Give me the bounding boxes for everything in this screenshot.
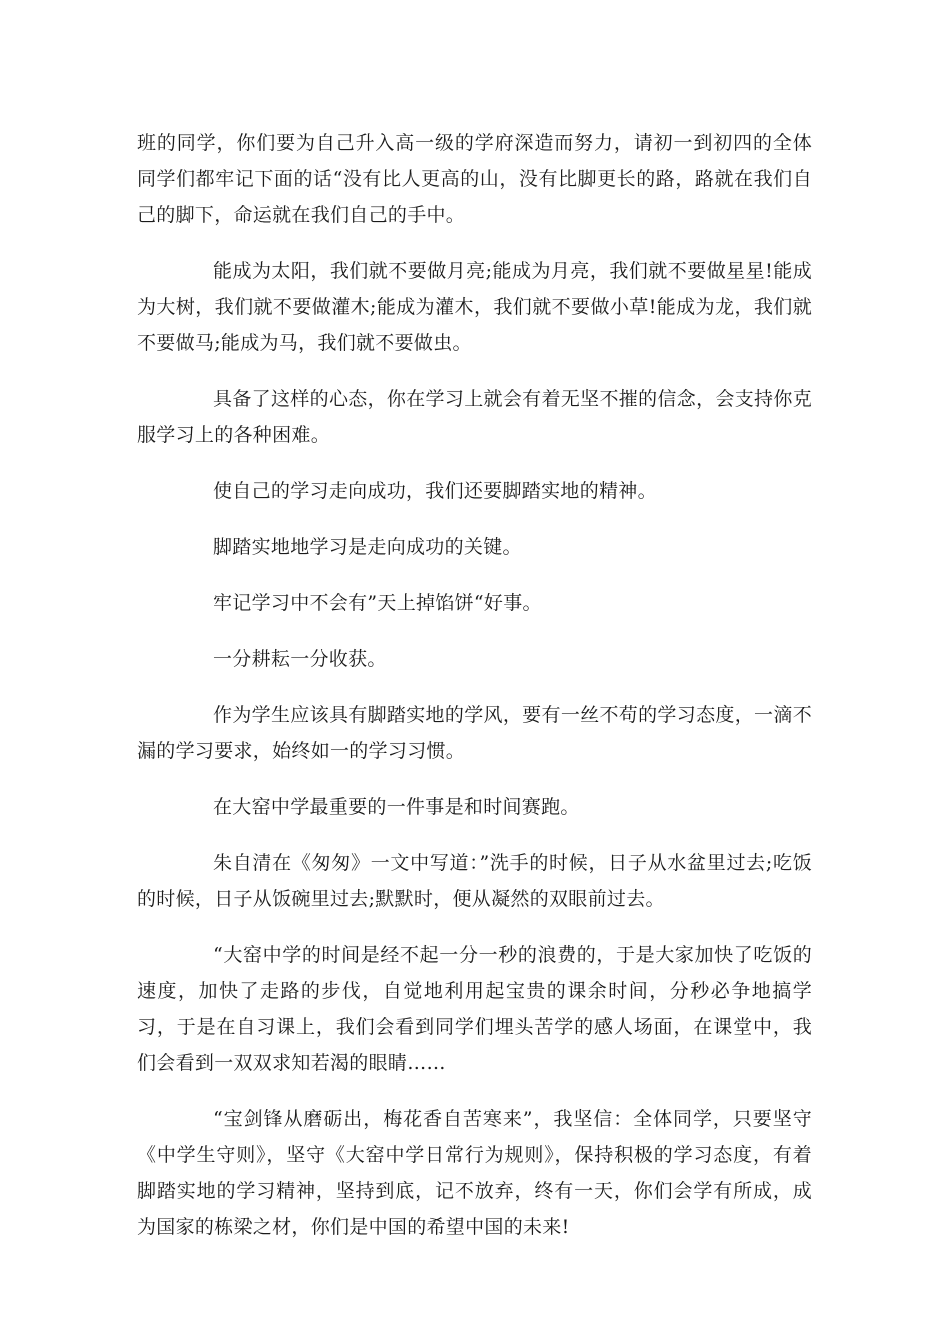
paragraph: 班的同学，你们要为自己升入高一级的学府深造而努力，请初一到初四的全体同学们都牢记下面的话“没有比人更高的山，没有比脚更长的路，路就在我们自己的脚下，命运就在我们自己的手中。 <box>137 132 812 226</box>
paragraph: 具备了这样的心态，你在学习上就会有着无坚不摧的信念，会支持你克服学习上的各种困难。 <box>137 388 812 446</box>
paragraph: 脚踏实地地学习是走向成功的关键。 <box>213 536 522 558</box>
document-body <box>137 125 812 1265</box>
paragraph: 一分耕耘一分收获。 <box>213 648 387 670</box>
paragraph: “宝剑锋从磨砺出，梅花香自苦寒来”，我坚信：全体同学，只要坚守《中学生守则》，坚守《大窑中学日常行为规则》，保持积极的学习态度，有着脚踏实地的学习精神，坚持到底，记不放弃，终有一天，你们会学有所成，成为国家的栋梁之材，你们是中国的希望中国的未来! <box>137 1108 812 1238</box>
paragraph: 在大窑中学最重要的一件事是和时间赛跑。 <box>213 796 580 818</box>
paragraph: 能成为太阳，我们就不要做月亮;能成为月亮，我们就不要做星星!能成为大树，我们就不要做灌木;能成为灌木，我们就不要做小草!能成为龙，我们就不要做马;能成为马，我们就不要做虫。 <box>137 260 812 354</box>
paragraph: 使自己的学习走向成功，我们还要脚踏实地的精神。 <box>213 480 657 502</box>
paragraph: 作为学生应该具有脚踏实地的学风，要有一丝不苟的学习态度，一滴不漏的学习要求，始终如一的学习习惯。 <box>137 704 812 762</box>
paragraph: 朱自清在《匆匆》一文中写道：”洗手的时候，日子从水盆里过去;吃饭的时候，日子从饭碗里过去;默默时，便从凝然的双眼前过去。 <box>137 852 812 910</box>
paragraph: “大窑中学的时间是经不起一分一秒的浪费的，于是大家加快了吃饭的速度，加快了走路的步伐，自觉地利用起宝贵的课余时间，分秒必争地搞学习，于是在自习课上，我们会看到同学们埋头苦学的感人场面，在课堂中，我们会看到一双双求知若渴的眼睛…… <box>137 944 812 1074</box>
paragraph: 牢记学习中不会有”天上掉馅饼“好事。 <box>213 592 542 614</box>
